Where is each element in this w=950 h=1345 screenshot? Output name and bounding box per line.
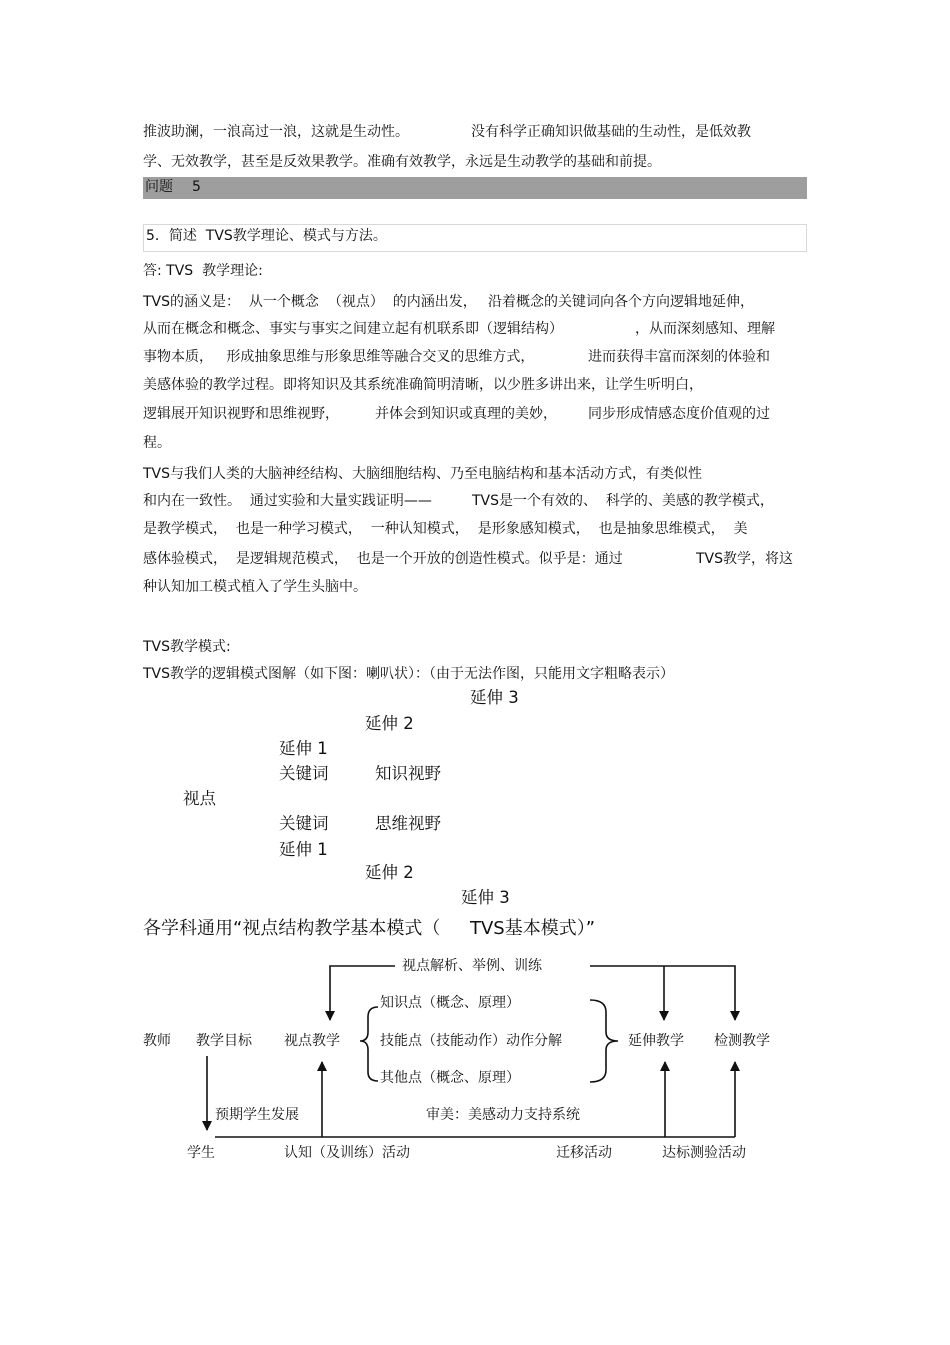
flow-test-teaching: 检测教学 [714,1033,770,1049]
horn-ext2-bottom: 延伸 2 [365,863,414,882]
basic-model-title-tvs: TVS基本模式）” [470,918,596,939]
flow-knowledge-point: 知识点（概念、原理） [380,995,520,1011]
text-line: 没有科学正确知识做基础的生动性，是低效教 [471,124,751,140]
text-line: 学、无效教学，甚至是反效果教学。准确有效教学，永远是生动教学的基础和前提。 [143,154,661,170]
text-line: 逻辑展开知识视野和思维视野， [143,406,339,422]
flow-aesthetic-system: 审美：美感动力支持系统 [426,1107,580,1123]
flow-teacher: 教师 [143,1033,171,1049]
mode-heading: TVS教学模式: [143,639,231,655]
text-line: 从而在概念和概念、事实与事实之间建立起有机联系即（逻辑结构） [143,321,563,337]
text-line: 程。 [143,435,171,451]
flow-viewpoint-teaching: 视点教学 [284,1033,340,1049]
flow-assessment-activity: 达标测验活动 [662,1145,746,1161]
horn-ext3-bottom: 延伸 3 [461,888,510,907]
text-line: 美感体验的教学过程。即将知识及其系统准确简明清晰，以少胜多讲出来，让学生听明白， [143,377,703,393]
text-line: 和内在一致性。 通过实验和大量实践证明—— [143,493,432,509]
horn-keyword: 关键词 [279,764,329,783]
text-line: 种认知加工模式植入了学生头脑中。 [143,579,367,595]
text-line: TVS是一个有效的、 科学的、美感的教学模式， [472,493,774,509]
horn-knowledge-view: 知识视野 [375,764,441,783]
section-label: 问题 [145,179,173,195]
flow-other-point: 其他点（概念、原理） [380,1070,520,1086]
text-line: ，从而深刻感知、理解 [635,321,775,337]
horn-ext1-top: 延伸 1 [279,739,328,758]
flow-top-label: 视点解析、举例、训练 [402,958,542,974]
text-line: 沿着概念的关键词向各个方向逻辑地延伸， [488,294,754,310]
left-brace [360,1007,378,1081]
text-line: 并体会到知识或真理的美妙， [375,406,557,422]
text-line: TVS的涵义是： 从一个概念 （视点） 的内涵出发， [143,294,477,310]
flow-extension-teaching: 延伸教学 [628,1033,684,1049]
right-brace [590,1000,618,1082]
flow-expected-development: 预期学生发展 [215,1107,299,1123]
text-line: 进而获得丰富而深刻的体验和 [588,349,770,365]
top-connector-left [330,966,395,1020]
text-line: 同步形成情感态度价值观的过 [588,406,770,422]
basic-model-title: 各学科通用“视点结构教学基本模式（ [143,918,441,939]
mode-description: TVS教学的逻辑模式图解（如下图：喇叭状）：（由于无法作图，只能用文字粗略表示） [143,666,675,682]
horn-ext2-top: 延伸 2 [365,714,414,733]
answer-heading: 答: TVS 教学理论: [143,263,263,279]
text-line: 感体验模式， 是逻辑规范模式， 也是一个开放的创造性模式。似乎是：通过 [143,551,623,567]
horn-thinking-view: 思维视野 [375,814,441,833]
horn-viewpoint: 视点 [183,789,216,808]
text-line: 是教学模式， 也是一种学习模式， 一种认知模式， 是形象感知模式， 也是抽象思维模式， 美 [143,521,748,537]
horn-ext1-bottom: 延伸 1 [279,840,328,859]
question-text: 5．简述 TVS教学理论、模式与方法。 [146,228,387,244]
horn-keyword: 关键词 [279,814,329,833]
section-number: 5 [192,179,201,195]
horn-ext3-top: 延伸 3 [470,688,519,707]
flow-student: 学生 [187,1145,215,1161]
text-line: TVS教学，将这 [696,551,794,567]
flow-transfer-activity: 迁移活动 [556,1145,612,1161]
top-connector-right [590,966,735,1020]
text-line: 事物本质， 形成抽象思维与形象思维等融合交叉的思维方式， [143,349,535,365]
flow-skill-point: 技能点（技能动作）动作分解 [380,1033,562,1049]
flow-teaching-goal: 教学目标 [196,1033,252,1049]
text-line: TVS与我们人类的大脑神经结构、大脑细胞结构、乃至电脑结构和基本活动方式，有类似性 [143,466,703,482]
flow-cognition-activity: 认知（及训练）活动 [284,1145,410,1161]
text-line: 推波助澜，一浪高过一浪，这就是生动性。 [143,124,409,140]
